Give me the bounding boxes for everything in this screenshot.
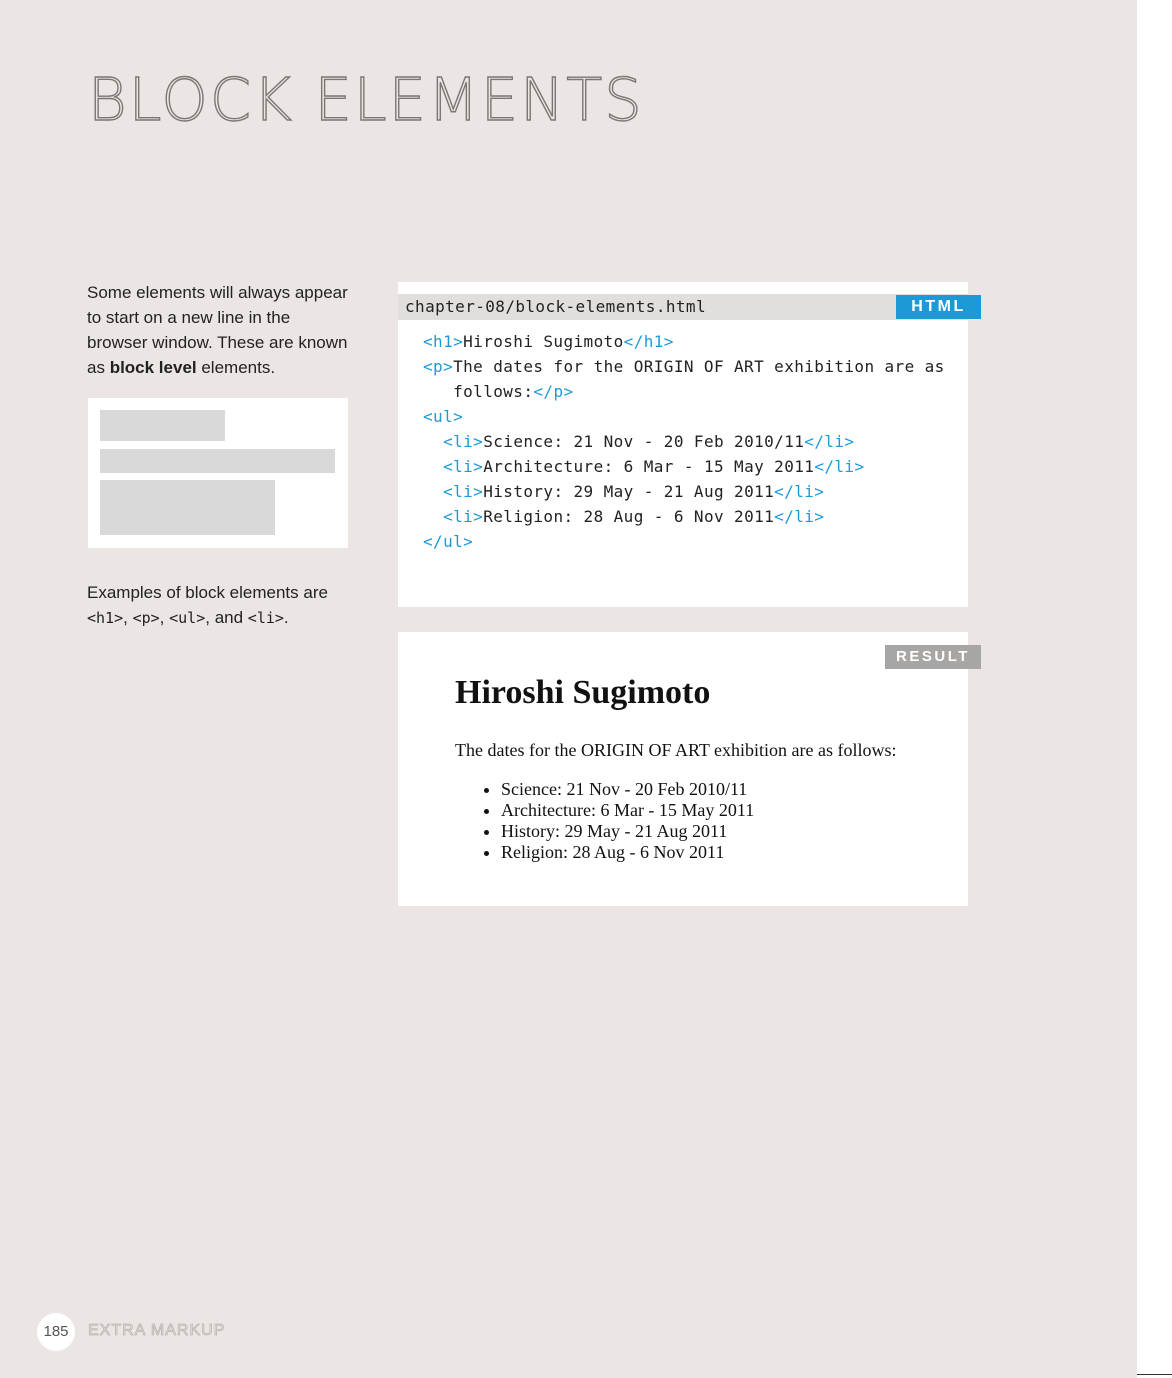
code-text: Hiroshi Sugimoto — [463, 332, 624, 351]
section-name: EXTRA MARKUP — [88, 1322, 226, 1339]
diagram-block-paragraph — [100, 449, 335, 473]
code-text — [423, 507, 443, 526]
code-text: History: 29 May - 21 Aug 2011 — [483, 482, 775, 501]
example-tag-li: <li> — [247, 609, 284, 627]
code-line — [423, 329, 945, 354]
example-tag-ul: <ul> — [169, 609, 206, 627]
result-paragraph: The dates for the ORIGIN OF ART exhibition are as follows: — [455, 740, 897, 760]
code-filename: chapter-08/block-elements.html — [405, 297, 706, 316]
code-line — [423, 504, 945, 529]
code-line — [423, 404, 945, 429]
code-line — [423, 354, 945, 379]
code-text: Architecture: 6 Mar - 15 May 2011 — [483, 457, 815, 476]
code-line — [423, 479, 945, 504]
examples-text-start: Examples of block elements are — [87, 583, 328, 602]
code-tag: </li> — [814, 457, 865, 476]
examples-text-end: . — [283, 608, 289, 627]
code-tag: <li> — [443, 432, 484, 451]
examples-separator: , — [123, 608, 133, 627]
result-list-item: • Architecture: 6 Mar - 15 May 2011 — [501, 800, 754, 821]
code-tag: <li> — [443, 457, 484, 476]
intro-text-start: Some elements will always appear to start on a new line in the browser window. These are known as — [87, 283, 348, 377]
code-tag: </p> — [533, 382, 574, 401]
code-text — [423, 432, 443, 451]
code-tag: </li> — [804, 432, 855, 451]
code-text — [423, 457, 443, 476]
result-badge: RESULT — [885, 645, 981, 669]
code-line — [423, 454, 945, 479]
code-tag: </h1> — [623, 332, 674, 351]
block-elements-diagram — [88, 398, 348, 548]
result-list-item: • Religion: 28 Aug - 6 Nov 2011 — [501, 842, 754, 863]
code-tag: </li> — [774, 482, 825, 501]
code-tag: <h1> — [423, 332, 464, 351]
code-line — [423, 529, 945, 554]
examples-separator: , and — [205, 608, 248, 627]
html-badge: HTML — [896, 295, 981, 319]
code-tag: </ul> — [423, 532, 474, 551]
diagram-block-heading — [100, 410, 225, 441]
code-tag: <li> — [443, 482, 484, 501]
code-example-panel — [398, 282, 968, 607]
result-list — [483, 779, 754, 863]
example-tag-h1: <h1> — [87, 609, 124, 627]
example-tag-p: <p> — [132, 609, 160, 627]
code-text: follows: — [423, 382, 534, 401]
examples-text — [87, 580, 357, 631]
result-list-item: • History: 29 May - 21 Aug 2011 — [501, 821, 754, 842]
code-text — [423, 482, 443, 501]
page-number: 185 — [37, 1313, 75, 1351]
code-line — [423, 379, 945, 404]
intro-text — [87, 280, 352, 380]
result-heading: Hiroshi Sugimoto — [455, 674, 711, 711]
intro-text-end: elements. — [196, 358, 276, 377]
code-text: Science: 21 Nov - 20 Feb 2010/11 — [483, 432, 805, 451]
code-text: The dates for the ORIGIN OF ART exhibition are as — [453, 357, 945, 376]
code-filename-bar — [398, 294, 968, 320]
result-panel — [398, 632, 968, 906]
code-listing — [423, 329, 945, 554]
page-edge-line — [1137, 1374, 1172, 1375]
code-tag: </li> — [774, 507, 825, 526]
code-line — [423, 429, 945, 454]
intro-bold-term: block level — [109, 358, 197, 377]
code-tag: <p> — [423, 357, 454, 376]
code-text: Religion: 28 Aug - 6 Nov 2011 — [483, 507, 775, 526]
diagram-block-list — [100, 480, 275, 535]
code-tag: <ul> — [423, 407, 464, 426]
result-list-item: • Science: 21 Nov - 20 Feb 2010/11 — [501, 779, 754, 800]
examples-separator: , — [159, 608, 170, 627]
page-title: BLOCK ELEMENTS — [88, 65, 644, 134]
code-tag: <li> — [443, 507, 484, 526]
